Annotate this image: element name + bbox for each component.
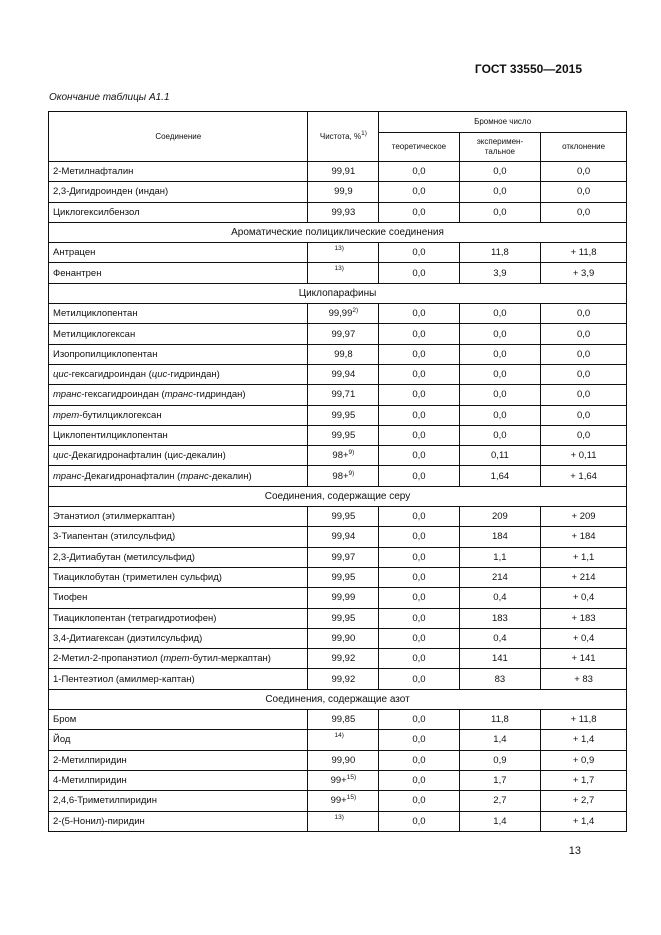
compound-name-part: -Декагидронафталин ( (81, 470, 181, 482)
purity-cell (308, 162, 379, 182)
purity-cell (308, 324, 379, 344)
deviation-value: 0,0 (541, 385, 627, 405)
section-row (49, 689, 627, 709)
experimental-value: 209 (459, 507, 540, 527)
compound-name: 3,4-Дитиагексан (диэтилсульфид) (49, 628, 308, 648)
compound-name: 2,3-Дигидроинден (индан) (49, 182, 308, 202)
purity-cell (308, 364, 379, 384)
page-number: 13 (568, 845, 581, 857)
compound-prefix: транс (53, 470, 82, 482)
purity-cell (308, 567, 379, 587)
table-row (49, 547, 627, 567)
purity-value: 99,92 (331, 653, 356, 665)
deviation-value: + 0,11 (541, 446, 627, 466)
purity-cell (308, 385, 379, 405)
theoretical-value: 0,0 (379, 466, 459, 486)
compound-name (49, 405, 308, 425)
purity-value: 99,9 (334, 186, 353, 198)
theoretical-value: 0,0 (379, 527, 459, 547)
deviation-value: + 1,7 (541, 770, 627, 790)
theoretical-value: 0,0 (379, 669, 459, 689)
section-row (49, 222, 627, 242)
experimental-value: 0,0 (459, 182, 540, 202)
deviation-value: 0,0 (541, 364, 627, 384)
compound-name: Циклогексилбензол (49, 202, 308, 222)
purity-cell (308, 182, 379, 202)
compound-prefix: цис (53, 369, 69, 381)
compound-name (49, 364, 308, 384)
deviation-value: 0,0 (541, 162, 627, 182)
purity-value: 99,91 (331, 166, 356, 178)
header-deviation: отклонение (541, 133, 627, 162)
purity-cell (308, 710, 379, 730)
header-purity (308, 112, 379, 162)
deviation-value: + 141 (541, 649, 627, 669)
compound-prefix: транс (164, 389, 194, 401)
theoretical-value: 0,0 (379, 811, 459, 831)
purity-cell (308, 588, 379, 608)
compound-name: 2-(5-Нонил)-пиридин (49, 811, 308, 831)
compound-prefix: цис (151, 369, 168, 381)
compound-name-part: 2-Метил-2-пропанэтиол ( (53, 653, 164, 665)
table-row (49, 364, 627, 384)
compound-prefix: трет (163, 653, 190, 665)
table-caption: Окончание таблицы А1.1 (49, 92, 170, 103)
experimental-value: 1,7 (459, 770, 540, 790)
deviation-value: 0,0 (541, 405, 627, 425)
purity-cell (308, 466, 379, 486)
compound-prefix: трет (53, 409, 80, 421)
theoretical-value: 0,0 (379, 182, 459, 202)
compound-name: Йод (49, 730, 308, 750)
purity-value: 99,85 (331, 714, 356, 726)
compound-name (49, 649, 308, 669)
deviation-value: + 184 (541, 527, 627, 547)
purity-cell (308, 425, 379, 445)
table-row (49, 344, 627, 364)
experimental-value: 0,11 (459, 446, 540, 466)
theoretical-value: 0,0 (379, 608, 459, 628)
theoretical-value: 0,0 (379, 243, 459, 263)
compound-name: 1-Пентеэтиол (амилмер-каптан) (49, 669, 308, 689)
theoretical-value: 0,0 (379, 405, 459, 425)
compound-name (49, 446, 308, 466)
purity-cell (308, 811, 379, 831)
table-row (49, 791, 627, 811)
theoretical-value: 0,0 (379, 324, 459, 344)
purity-cell (308, 344, 379, 364)
table-row (49, 588, 627, 608)
theoretical-value: 0,0 (379, 588, 459, 608)
theoretical-value: 0,0 (379, 750, 459, 770)
compound-name-part: -бутил-меркаптан) (189, 653, 271, 665)
deviation-value: + 0,9 (541, 750, 627, 770)
purity-value: 99,92 (331, 673, 356, 685)
table-row (49, 385, 627, 405)
experimental-value: 83 (459, 669, 540, 689)
table-row (49, 405, 627, 425)
deviation-value: 0,0 (541, 202, 627, 222)
section-title: Циклопарафины (49, 283, 627, 303)
experimental-value: 214 (459, 567, 540, 587)
compound-name: Изопропилциклопентан (49, 344, 308, 364)
theoretical-value: 0,0 (379, 202, 459, 222)
table-row (49, 628, 627, 648)
theoretical-value: 0,0 (379, 507, 459, 527)
header-purity-label: Чистота, % (319, 131, 362, 141)
purity-value: 99+ (330, 775, 347, 787)
compound-prefix: транс (53, 389, 82, 401)
purity-footnote: 2) (352, 307, 359, 315)
compound-name: 2,3-Дитиабутан (метилсульфид) (49, 547, 308, 567)
purity-cell (308, 730, 379, 750)
compound-name (49, 385, 308, 405)
deviation-value: + 83 (541, 669, 627, 689)
theoretical-value: 0,0 (379, 547, 459, 567)
header-purity-note: 1) (361, 129, 367, 137)
table-row (49, 446, 627, 466)
compound-name: Метилциклопентан (49, 304, 308, 324)
purity-cell (308, 202, 379, 222)
theoretical-value: 0,0 (379, 628, 459, 648)
experimental-value: 0,0 (459, 425, 540, 445)
compound-name-part: -декалин) (208, 470, 252, 482)
deviation-value: + 0,4 (541, 588, 627, 608)
header-experimental-line2: тальное (484, 147, 515, 156)
experimental-value: 3,9 (459, 263, 540, 283)
purity-footnote: 15) (346, 774, 357, 782)
table-row (49, 811, 627, 831)
experimental-value: 0,0 (459, 304, 540, 324)
deviation-value: + 1,4 (541, 730, 627, 750)
purity-cell (308, 527, 379, 547)
compound-name: Фенантрен (49, 263, 308, 283)
purity-value: 99,94 (331, 531, 356, 543)
purity-value: 99,94 (331, 369, 356, 381)
purity-value: 99,95 (331, 572, 356, 584)
purity-cell (308, 547, 379, 567)
compound-name: Тиациклобутан (триметилен сульфид) (49, 567, 308, 587)
deviation-value: + 11,8 (541, 710, 627, 730)
header-bromine-number: Бромное число (379, 112, 627, 133)
purity-cell (308, 669, 379, 689)
experimental-value: 0,9 (459, 750, 540, 770)
compound-name: Антрацен (49, 243, 308, 263)
purity-value: 98+ (332, 450, 349, 462)
header-experimental (459, 133, 540, 162)
section-row (49, 283, 627, 303)
purity-cell (308, 405, 379, 425)
theoretical-value: 0,0 (379, 344, 459, 364)
compound-name: Этанэтиол (этилмеркаптан) (49, 507, 308, 527)
compound-name-part: -гидриндан) (167, 369, 220, 381)
purity-cell (308, 750, 379, 770)
purity-value: 99,8 (334, 348, 353, 360)
table-row (49, 466, 627, 486)
purity-footnote: 9) (348, 449, 355, 457)
experimental-value: 0,0 (459, 202, 540, 222)
purity-value: 99,93 (331, 206, 356, 218)
experimental-value: 1,4 (459, 811, 540, 831)
compound-name: Циклопентилциклопентан (49, 425, 308, 445)
theoretical-value: 0,0 (379, 730, 459, 750)
table-row (49, 649, 627, 669)
purity-footnote: 15) (346, 794, 357, 802)
compound-name: 2,4,6-Триметилпиридин (49, 791, 308, 811)
table-row (49, 567, 627, 587)
table-row (49, 202, 627, 222)
experimental-value: 1,64 (459, 466, 540, 486)
compound-name: 2-Метилнафталин (49, 162, 308, 182)
purity-cell (308, 243, 379, 263)
standard-number: ГОСТ 33550—2015 (474, 62, 582, 76)
theoretical-value: 0,0 (379, 567, 459, 587)
deviation-value: + 214 (541, 567, 627, 587)
table-row (49, 669, 627, 689)
section-title: Соединения, содержащие азот (49, 689, 627, 709)
experimental-value: 0,0 (459, 324, 540, 344)
purity-value: 99,95 (331, 409, 356, 421)
table-row (49, 182, 627, 202)
theoretical-value: 0,0 (379, 710, 459, 730)
compound-name-part: -бутилциклогексан (79, 409, 162, 421)
table-row (49, 730, 627, 750)
purity-value: 99+ (330, 795, 347, 807)
table-body (49, 162, 627, 832)
compound-name-part: -гексагидроиндан ( (68, 369, 152, 381)
purity-cell (308, 507, 379, 527)
purity-value: 99,71 (331, 389, 356, 401)
bromine-number-table (48, 111, 627, 832)
compound-name-part: -Декагидронафталин (цис-декалин) (68, 450, 226, 462)
compound-name-part: -гидриндан) (193, 389, 246, 401)
deviation-value: 0,0 (541, 304, 627, 324)
theoretical-value: 0,0 (379, 385, 459, 405)
compound-name: Тиациклопентан (тетрагидротиофен) (49, 608, 308, 628)
header-theoretical: теоретическое (379, 133, 459, 162)
deviation-value: + 1,1 (541, 547, 627, 567)
theoretical-value: 0,0 (379, 304, 459, 324)
purity-footnote: 13) (334, 265, 344, 273)
table-row (49, 507, 627, 527)
purity-value: 99,95 (331, 430, 356, 441)
experimental-value: 183 (459, 608, 540, 628)
theoretical-value: 0,0 (379, 770, 459, 790)
deviation-value: 0,0 (541, 344, 627, 364)
experimental-value: 0,0 (459, 344, 540, 364)
purity-cell (308, 263, 379, 283)
experimental-value: 11,8 (459, 710, 540, 730)
deviation-value: 0,0 (541, 324, 627, 344)
theoretical-value: 0,0 (379, 649, 459, 669)
deviation-value: + 1,4 (541, 811, 627, 831)
theoretical-value: 0,0 (379, 425, 459, 445)
compound-name: Метилциклогексан (49, 324, 308, 344)
compound-name: 3-Тиапентан (этилсульфид) (49, 527, 308, 547)
purity-cell (308, 770, 379, 790)
compound-prefix: транс (180, 470, 209, 482)
experimental-value: 0,0 (459, 405, 540, 425)
header-experimental-line1: эксперимен- (476, 137, 524, 146)
deviation-value: + 0,4 (541, 628, 627, 648)
purity-value: 99,97 (331, 328, 356, 340)
purity-footnote: 9) (348, 469, 355, 477)
compound-name: 4-Метилпиридин (49, 770, 308, 790)
purity-footnote: 14) (334, 732, 344, 740)
table-row (49, 425, 627, 445)
section-title: Соединения, содержащие серу (49, 486, 627, 506)
purity-value: 99,99 (328, 308, 353, 320)
table-row (49, 710, 627, 730)
table-row (49, 527, 627, 547)
compound-name: Бром (49, 710, 308, 730)
deviation-value: + 11,8 (541, 243, 627, 263)
header-compound: Соединение (49, 112, 308, 162)
theoretical-value: 0,0 (379, 364, 459, 384)
purity-value: 99,90 (331, 632, 356, 644)
theoretical-value: 0,0 (379, 791, 459, 811)
deviation-value: + 2,7 (541, 791, 627, 811)
deviation-value: 0,0 (541, 425, 627, 445)
table-row (49, 304, 627, 324)
experimental-value: 184 (459, 527, 540, 547)
experimental-value: 1,1 (459, 547, 540, 567)
experimental-value: 0,0 (459, 385, 540, 405)
purity-cell (308, 446, 379, 466)
theoretical-value: 0,0 (379, 263, 459, 283)
purity-cell (308, 608, 379, 628)
experimental-value: 11,8 (459, 243, 540, 263)
table-row (49, 263, 627, 283)
table-row (49, 750, 627, 770)
deviation-value: 0,0 (541, 182, 627, 202)
section-title: Ароматические полициклические соединения (49, 222, 627, 242)
table-row (49, 162, 627, 182)
purity-cell (308, 791, 379, 811)
purity-value: 99,99 (331, 592, 356, 604)
purity-cell (308, 304, 379, 324)
table-row (49, 608, 627, 628)
deviation-value: + 3,9 (541, 263, 627, 283)
purity-value: 99,97 (331, 551, 356, 563)
purity-footnote: 13) (334, 813, 344, 821)
compound-name-part: -гексагидроиндан ( (81, 389, 165, 401)
compound-name: 2-Метилпиридин (49, 750, 308, 770)
deviation-value: + 1,64 (541, 466, 627, 486)
table-row (49, 324, 627, 344)
theoretical-value: 0,0 (379, 162, 459, 182)
deviation-value: + 209 (541, 507, 627, 527)
experimental-value: 141 (459, 649, 540, 669)
compound-name (49, 466, 308, 486)
purity-value: 99,90 (331, 754, 356, 766)
table-row (49, 770, 627, 790)
purity-value: 99,95 (331, 511, 356, 523)
experimental-value: 0,0 (459, 364, 540, 384)
experimental-value: 0,4 (459, 628, 540, 648)
purity-cell (308, 649, 379, 669)
experimental-value: 0,0 (459, 162, 540, 182)
experimental-value: 1,4 (459, 730, 540, 750)
purity-footnote: 13) (334, 245, 344, 253)
deviation-value: + 183 (541, 608, 627, 628)
experimental-value: 2,7 (459, 791, 540, 811)
table-row (49, 243, 627, 263)
theoretical-value: 0,0 (379, 446, 459, 466)
compound-prefix: цис (53, 450, 69, 462)
experimental-value: 0,4 (459, 588, 540, 608)
purity-value: 99,95 (331, 612, 356, 624)
compound-name: Тиофен (49, 588, 308, 608)
purity-cell (308, 628, 379, 648)
section-row (49, 486, 627, 506)
purity-value: 98+ (332, 470, 349, 482)
